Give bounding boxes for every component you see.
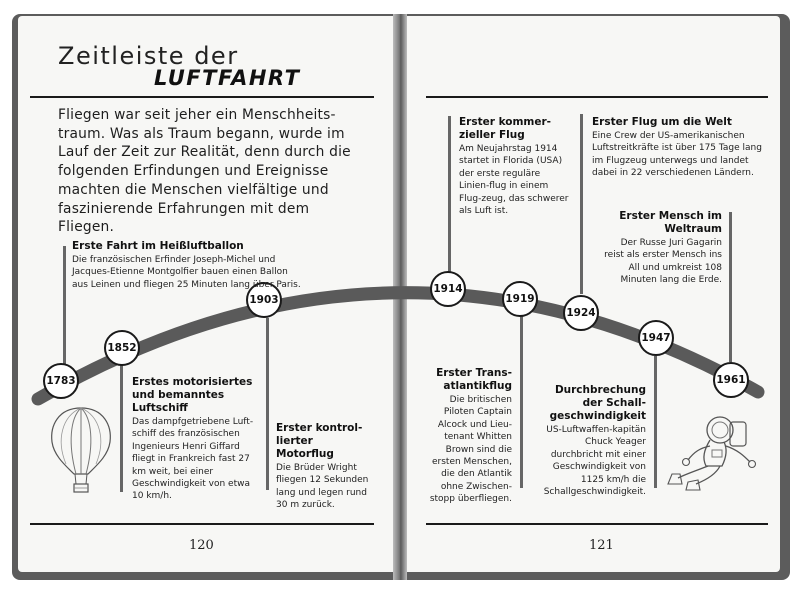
year-marker-1924: 1924 (563, 295, 599, 331)
entry-1947 (532, 384, 646, 498)
entry-1852-text: Das dampfgetriebene Luft-schiff des französischen Ingenieurs Henri Giffard fliegt in Frankreich fast 27 km weit, bei einer Geschwindigkeit von etwa 10 km/h. (132, 417, 254, 502)
intro-paragraph: Fliegen war seit jeher ein Menschheits-traum. Was als Traum begann, wurde im Lauf der Zeit zur Realität, denn durch die folgenden Erfindungen und Ereignisse machten die Menschen vielfältige und faszinierende Erfahrungen mit dem Fliegen. (58, 107, 351, 236)
entry-1924-heading: Erster Flug um die Welt (592, 116, 732, 128)
page-title-line1: Zeitleiste der (58, 42, 239, 70)
year-marker-1947: 1947 (638, 320, 674, 356)
connector-1919 (520, 316, 523, 488)
entry-1924-text: Eine Crew der US-amerikanischen Luftstreitkräfte ist über 175 Tage lang im Flugzeug unterwegs und landet dabei in 22 verschiedenen Ländern. (592, 131, 762, 179)
entry-1914 (459, 116, 569, 217)
connector-1852 (120, 364, 123, 492)
entry-1914-heading: Erster kommer-zieller Flug (459, 116, 552, 141)
year-marker-1783: 1783 (43, 363, 79, 399)
connector-1914 (448, 116, 451, 272)
entry-1914-text: Am Neujahrstag 1914 startet in Florida (USA) der erste reguläre Linien-flug in einem Flug-zeug, das schwerer als Luft ist. (459, 144, 569, 217)
page-title-line2: LUFTFAHRT (154, 66, 301, 90)
connector-1783 (63, 246, 66, 364)
connector-1947 (654, 356, 657, 488)
entry-1919-heading: Erster Trans-atlantikflug (436, 367, 512, 392)
entry-1947-text: US-Luftwaffen-kapitän Chuck Yeager durchbricht mit einer Geschwindigkeit von 1125 km/h die Schallgeschwindigkeit. (543, 425, 646, 498)
entry-1903-heading: Erster kontrol-lierter Motorflug (276, 422, 363, 460)
page-number-right: 121 (589, 538, 614, 553)
astronaut-icon (660, 412, 762, 494)
entry-1919-text: Die britischen Piloten Captain Alcock und Lieu-tenant Whitten Brown sind die ersten Menschen, die den Atlantik ohne Zwischen-stopp überfliegen. (429, 395, 512, 505)
entry-1961 (604, 210, 722, 287)
year-marker-1852: 1852 (104, 330, 140, 366)
entry-1961-text: Der Russe Juri Gagarin reist als erster Mensch ins All und umkreist 108 Minuten lang die Erde. (604, 238, 722, 286)
connector-1961 (729, 212, 732, 362)
entry-1783-heading: Erste Fahrt im Heißluftballon (72, 240, 244, 252)
entry-1919 (418, 367, 512, 506)
entry-1924 (592, 116, 764, 180)
entry-1947-heading: Durchbrechung der Schall-geschwindigkeit (549, 384, 646, 422)
entry-1903-text: Die Brüder Wright fliegen 12 Sekunden lang und legen rund 30 m zurück. (276, 463, 369, 511)
entry-1783 (72, 240, 306, 291)
entry-1852-heading: Erstes motorisiertes und bemanntes Luftschiff (132, 376, 253, 414)
entry-1852 (132, 376, 260, 503)
entry-1903 (276, 422, 374, 512)
connector-1903 (266, 318, 269, 490)
hot-air-balloon-icon (46, 404, 116, 496)
year-marker-1914: 1914 (430, 271, 466, 307)
entry-1961-heading: Erster Mensch im Weltraum (619, 210, 722, 235)
page-number-left: 120 (189, 538, 214, 553)
entry-1783-text: Die französischen Erfinder Joseph-Michel und Jacques-Etienne Montgolfier bauen einen Ballon aus Leinen und fliegen 25 Minuten lang über Paris. (72, 255, 301, 290)
connector-1924 (580, 114, 583, 294)
year-marker-1919: 1919 (502, 281, 538, 317)
year-marker-1903: 1903 (246, 282, 282, 318)
year-marker-1961: 1961 (713, 362, 749, 398)
